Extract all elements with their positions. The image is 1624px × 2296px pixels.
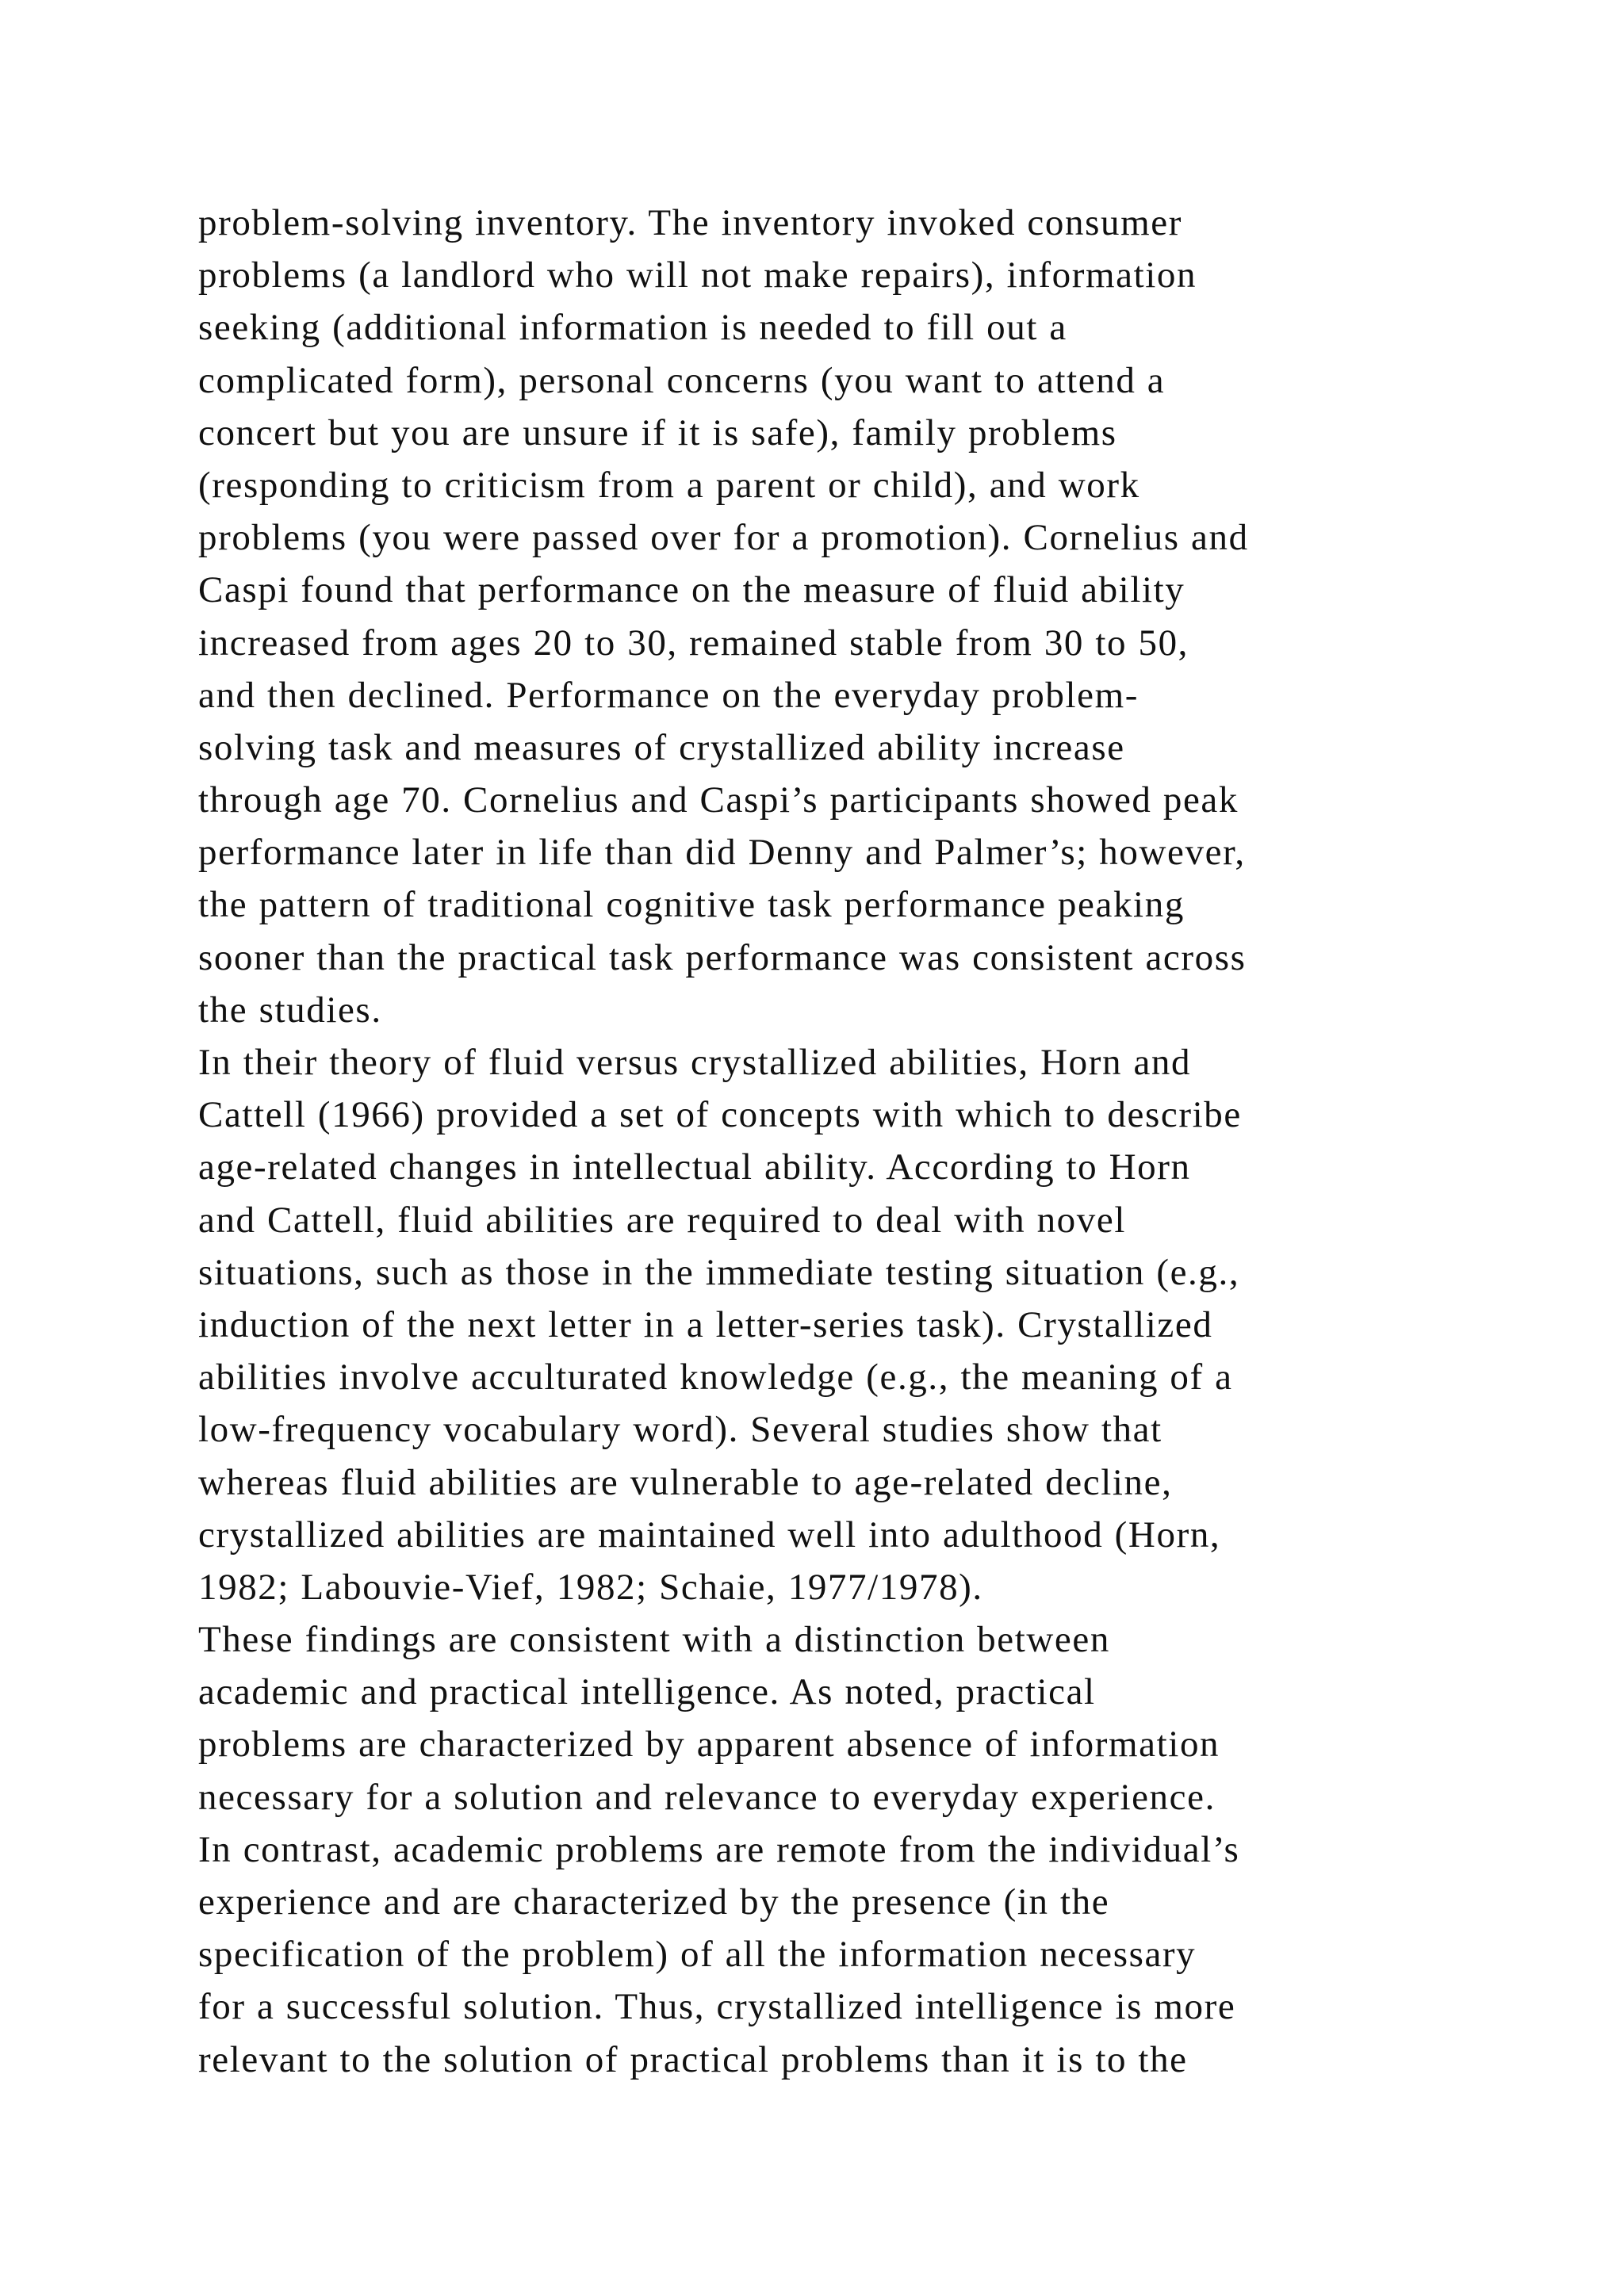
text-line: (responding to criticism from a parent or child), and work (198, 464, 1140, 506)
text-line: and then declined. Performance on the everyday problem- (198, 674, 1139, 716)
text-line: necessary for a solution and relevance to everyday experience. (198, 1776, 1216, 1818)
text-line: for a successful solution. Thus, crystallized intelligence is more (198, 1986, 1236, 2028)
text-line: academic and practical intelligence. As noted, practical (198, 1671, 1096, 1713)
text-line: whereas fluid abilities are vulnerable to age-related decline, (198, 1461, 1173, 1503)
body-text (198, 197, 1483, 2086)
text-line: 1982; Labouvie-Vief, 1982; Schaie, 1977/1978). (198, 1566, 983, 1608)
text-line: increased from ages 20 to 30, remained stable from 30 to 50, (198, 622, 1189, 664)
text-line: experience and are characterized by the presence (in the (198, 1881, 1110, 1923)
text-line: situations, such as those in the immediate testing situation (e.g., (198, 1251, 1240, 1293)
text-line: seeking (additional information is needed to fill out a (198, 307, 1067, 349)
text-line: relevant to the solution of practical problems than it is to the (198, 2038, 1188, 2080)
text-line: concert but you are unsure if it is safe), family problems (198, 411, 1117, 453)
text-line: sooner than the practical task performance was consistent across (198, 936, 1247, 978)
text-line: In contrast, academic problems are remote from the individual’s (198, 1828, 1240, 1870)
text-line: crystallized abilities are maintained well into adulthood (Horn, (198, 1513, 1221, 1556)
text-line: and Cattell, fluid abilities are required to deal with novel (198, 1199, 1127, 1241)
text-line: problems (a landlord who will not make repairs), information (198, 254, 1197, 297)
text-line: abilities involve acculturated knowledge (e.g., the meaning of a (198, 1357, 1233, 1399)
text-line: solving task and measures of crystallized ability increase (198, 726, 1125, 768)
text-line: These findings are consistent with a distinction between (198, 1619, 1110, 1661)
text-line: induction of the next letter in a letter-series task). Crystallized (198, 1303, 1213, 1345)
text-line: problem-solving inventory. The inventory invoked consumer (198, 202, 1182, 243)
text-line: specification of the problem) of all the information necessary (198, 1934, 1197, 1976)
text-line: In their theory of fluid versus crystallized abilities, Horn and (198, 1042, 1192, 1083)
text-line: Caspi found that performance on the measure of fluid ability (198, 569, 1185, 611)
text-line: age-related changes in intellectual ability. According to Horn (198, 1146, 1191, 1188)
text-line: problems (you were passed over for a promotion). Cornelius and (198, 517, 1249, 559)
text-line: performance later in life than did Denny and Palmer’s; however, (198, 832, 1246, 874)
text-line: complicated form), personal concerns (you want to attend a (198, 359, 1166, 401)
text-line: problems are characterized by apparent absence of information (198, 1724, 1220, 1766)
text-line: the studies. (198, 989, 382, 1031)
text-line: through age 70. Cornelius and Caspi’s participants showed peak (198, 779, 1239, 821)
text-line: the pattern of traditional cognitive task performance peaking (198, 884, 1185, 926)
text-line: Cattell (1966) provided a set of concepts with which to describe (198, 1094, 1242, 1136)
text-line: low-frequency vocabulary word). Several studies show that (198, 1409, 1162, 1451)
